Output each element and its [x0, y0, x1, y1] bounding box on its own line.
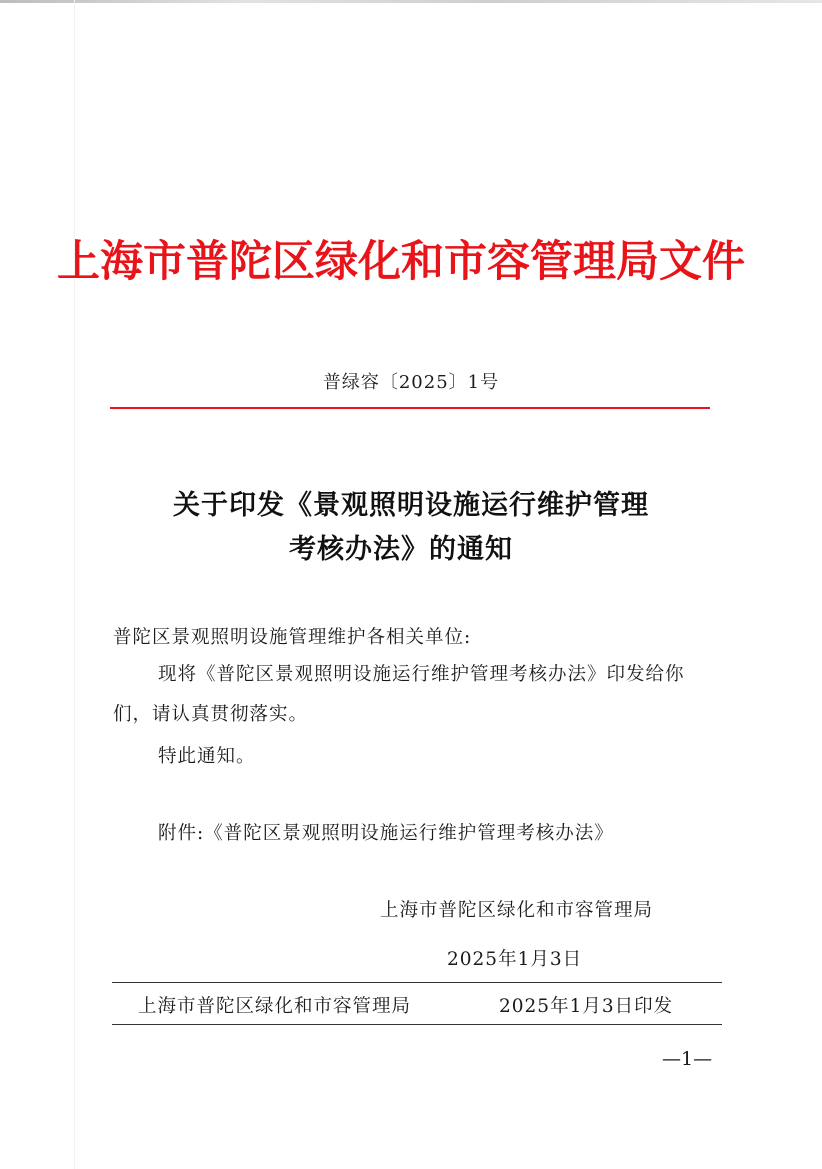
letterhead-title: 上海市普陀区绿化和市容管理局文件 [57, 237, 745, 287]
letterhead-red-rule [110, 407, 710, 409]
footer-rule-top [112, 982, 722, 983]
notice-title-line-1: 关于印发《景观照明设施运行维护管理 [173, 490, 649, 521]
footer-rule-bottom [112, 1024, 722, 1025]
body-paragraph-1-line-2: 们，请认真贯彻落实。 [113, 704, 309, 725]
scan-edge-top [0, 0, 822, 3]
footer-issuing-org: 上海市普陀区绿化和市容管理局 [138, 996, 412, 1017]
salutation: 普陀区景观照明设施管理维护各相关单位: [113, 627, 472, 648]
body-paragraph-2: 特此通知。 [158, 746, 256, 767]
body-paragraph-1-line-1: 现将《普陀区景观照明设施运行维护管理考核办法》印发给你 [158, 664, 685, 685]
document-number: 普绿容〔2025〕1号 [322, 372, 500, 393]
footer-print-date: 2025年1月3日印发 [499, 996, 674, 1017]
scan-edge-left [74, 0, 75, 1169]
issue-date: 2025年1月3日 [447, 949, 583, 970]
notice-title-line-2: 考核办法》的通知 [289, 534, 513, 565]
page-number: —1— [662, 1048, 713, 1070]
attachment-line: 附件:《普陀区景观照明设施运行维护管理考核办法》 [158, 823, 614, 844]
issuer-signature: 上海市普陀区绿化和市容管理局 [380, 900, 654, 921]
